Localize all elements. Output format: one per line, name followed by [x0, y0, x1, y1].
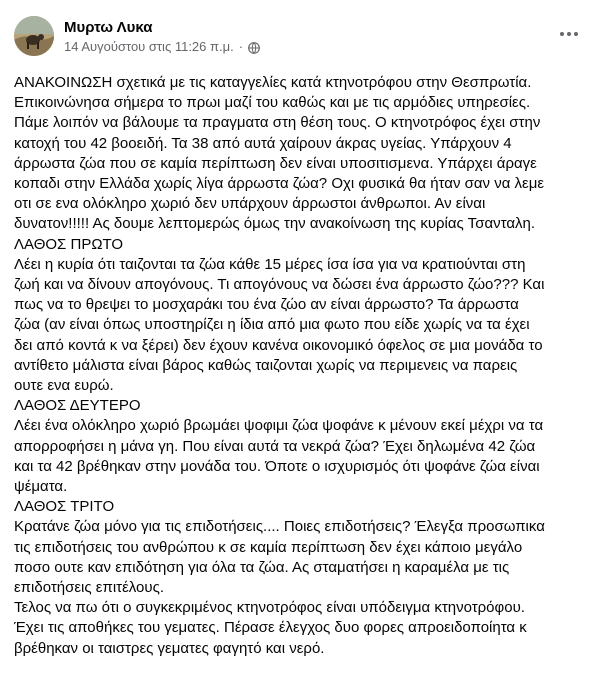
avatar-photo	[14, 16, 54, 56]
more-options-icon	[559, 31, 579, 37]
post-timestamp[interactable]: 14 Αυγούστου στις 11:26 π.μ.	[64, 39, 234, 54]
post-meta	[64, 16, 260, 55]
more-options-button[interactable]	[551, 24, 587, 44]
globe-icon[interactable]	[248, 41, 260, 53]
author-avatar[interactable]	[14, 16, 54, 56]
post-header	[14, 16, 585, 62]
post-body-text: ΑΝΑΚΟΙΝΩΣΗ σχετικά με τις καταγγελίες κατά κτηνοτρόφου στην Θεσπρωτία. Επικοινώνησα σήμερα το πρωι μαζί του καθώς και με τις αρμόδιες υπηρεσίες. Πάμε λοιπόν να βάλουμε τα πραγματα στη θέση τους. Ο κτηνοτρόφος έχει στην κατοχή του 42 βοοειδή. Τα 38 από αυτά χαίρουν άκρας υγείας. Υπάρχουν 4 άρρωστα ζώα που σε καμία περίπτωση δεν είναι υποσιτισμενα. Υπάρχει άραγε κοπαδι στην Ελλάδα χωρίς λίγα άρρωστα ζώα? Οχι φυσικά θα ήταν σαν να λεμε οτι σε ενα ολόκληρο χωριό δεν υπάρχουν άρρωστοι άνθρωποι. Αν είναι δυνατον!!!!! Ας δουμε λεπτομερώς όμως την ανακοίνωση της κυρίας Τσανταλη. ΛΑΘΟΣ ΠΡΩΤΟ Λέει η κυρία ότι ταιζονται τα ζώα κάθε 15 μέρες ίσα ίσα για να κρατιούνται στη ζωή και να δίνουν απογόνους. Τι απογόνους να δώσει ένα άρρωστο ζώο??? Και πως να το θρεψει το μοσχαράκι του ένα ζώο αν είναι άρρωστο? Τα άρρωστα ζώα (αν είναι όπως υποστηρίζει η ίδια από μια φωτο που είδε χωρίς να τα έχει δει από κοντά κ να ξέρει) δεν έχουν κανένα οικονομικό όφελος σε μια μονάδα το αντίθετο μάλιστα είναι βάρος καθώς ταιζονται χωρίς να περιμενεις να παρεις ουτε ενα ευρώ. ΛΑΘΟΣ ΔΕΥΤΕΡΟ Λέει ένα ολόκληρο χωριό βρωμάει ψοφιμι ζώα ψοφάνε κ μένουν εκεί μέχρι να τα απορροφήσει η μάνα γη. Που είναι αυτά τα νεκρά ζώα? Έχει δηλωμένα 42 ζώα και τα 42 βρέθηκαν στην μονάδα του. Όποτε ο ισχυρισμός ότι ψοφάνε ζώα είναι ψέματα. ΛΑΘΟΣ ΤΡΙΤΟ Κρατάνε ζώα μόνο για τις επιδοτήσεις.... Ποιες επιδοτήσεις? Έλεγξα προσωπικα τις επιδοτήσεις του ανθρώπου κ σε καμία περίπτωση δεν έχει κάποιο μεγάλο ποσο ουτε καν επιδότηση για όλα τα ζώα. Ας σταματήσει η καραμέλα με τις επιδοτήσεις επιτέλους. Τελος να πω ότι ο συγκεκριμένος κτηνοτρόφος είναι υπόδειγμα κτηνοτρόφου. Έχει τις αποθήκες του γεματες. Πέρασε έλεγχος δυο φορες απροειδοποίητα κ βρέθηκαν οι ταιστρες γεματες φαγητό και νερό.	[14, 74, 545, 657]
separator-dot: ·	[238, 39, 244, 54]
post-subline	[64, 38, 260, 55]
author-name[interactable]: Μυρτω Λυκα	[64, 19, 153, 36]
